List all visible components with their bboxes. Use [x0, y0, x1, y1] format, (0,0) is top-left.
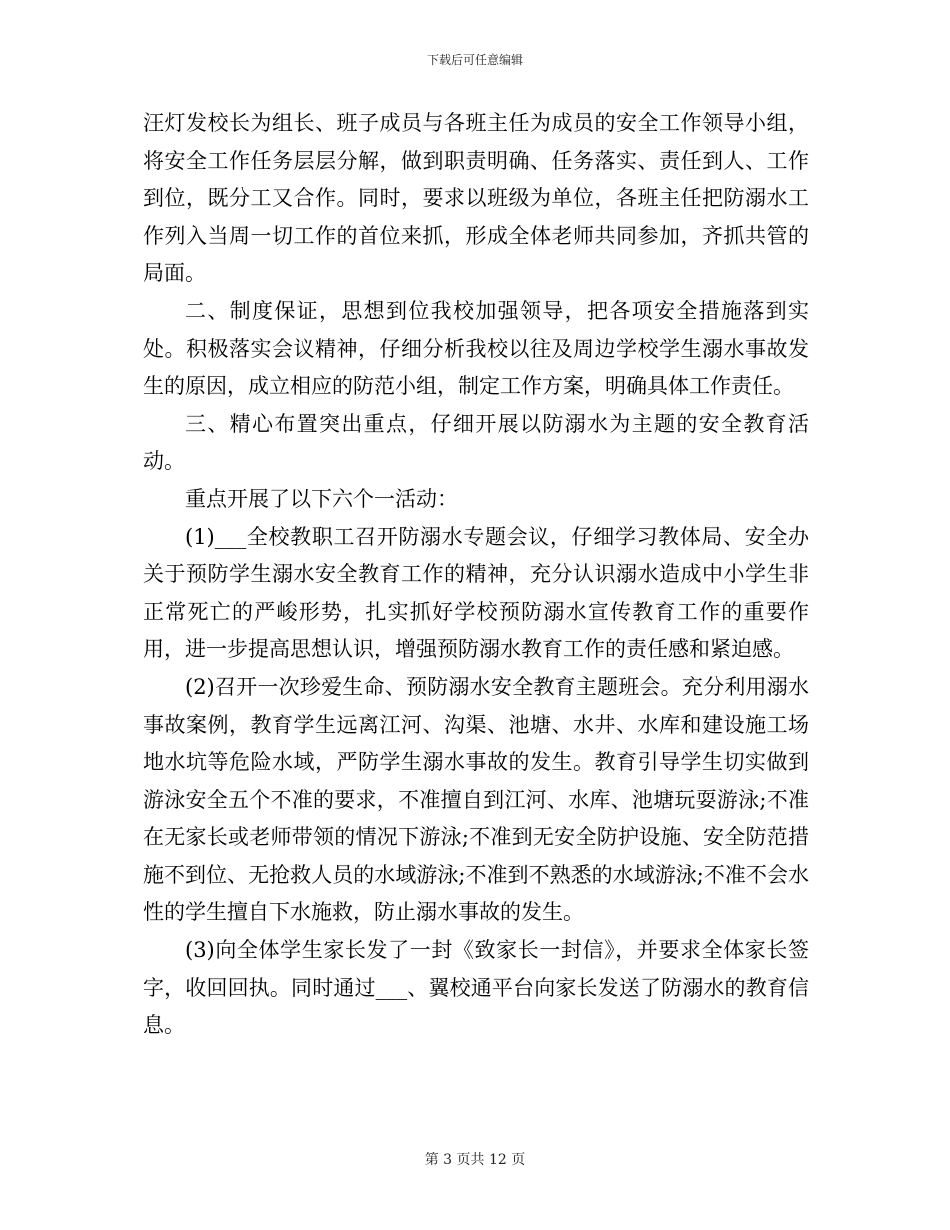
paragraph-continuation: 汪灯发校长为组长、班子成员与各班主任为成员的安全工作领导小组，将安全工作任务层层分解，做到职责明确、任务落实、责任到人、工作到位，既分工又合作。同时，要求以班级为单位，各班主任把防溺水工作列入当周一切工作的首位来抓，形成全体老师共同参加，齐抓共管的局面。: [143, 111, 809, 286]
paragraph-activities-intro: 重点开展了以下六个一活动：: [185, 486, 458, 511]
page-number: 第 3 页共 12 页: [424, 1152, 526, 1168]
page-header: 下载后可任意编辑: [426, 53, 523, 67]
paragraph-activity-1: (1)___全校教职工召开防溺水专题会议，仔细学习教体局、安全办关于预防学生溺水安全教育工作的精神，充分认识溺水造成中小学生非正常死亡的严峻形势，扎实抓好学校预防溺水宣传教育工作的重要作用，进一步提高思想认识，增强预防溺水教育工作的责任感和紧迫感。: [143, 524, 809, 662]
paragraph-activity-2: (2)召开一次珍爱生命、预防溺水安全教育主题班会。充分利用溺水事故案例，教育学生远离江河、沟渠、池塘、水井、水库和建设施工场地水坑等危险水域，严防学生溺水事故的发生。教育引导学生切实做到游泳安全五个不准的要求，不准擅自到江河、水库、池塘玩耍游泳;不准在无家长或老师带领的情况下游泳;不准到无安全防护设施、安全防范措施不到位、无抢救人员的水域游泳;不准到不熟悉的水域游泳;不准不会水性的学生擅自下水施救，防止溺水事故的发生。: [143, 674, 809, 925]
paragraph-section-3: 三、精心布置突出重点，仔细开展以防溺水为主题的安全教育活动。: [143, 411, 809, 474]
document-body: [143, 105, 809, 1045]
paragraph-section-2: 二、制度保证，思想到位我校加强领导，把各项安全措施落到实处。积极落实会议精神，仔细分析我校以往及周边学校学生溺水事故发生的原因，成立相应的防范小组，制定工作方案，明确具体工作责任。: [143, 298, 809, 399]
paragraph-activity-3: (3)向全体学生家长发了一封《致家长一封信》，并要求全体家长签字，收回回执。同时通过___、翼校通平台向家长发送了防溺水的教育信息。: [143, 938, 809, 1038]
